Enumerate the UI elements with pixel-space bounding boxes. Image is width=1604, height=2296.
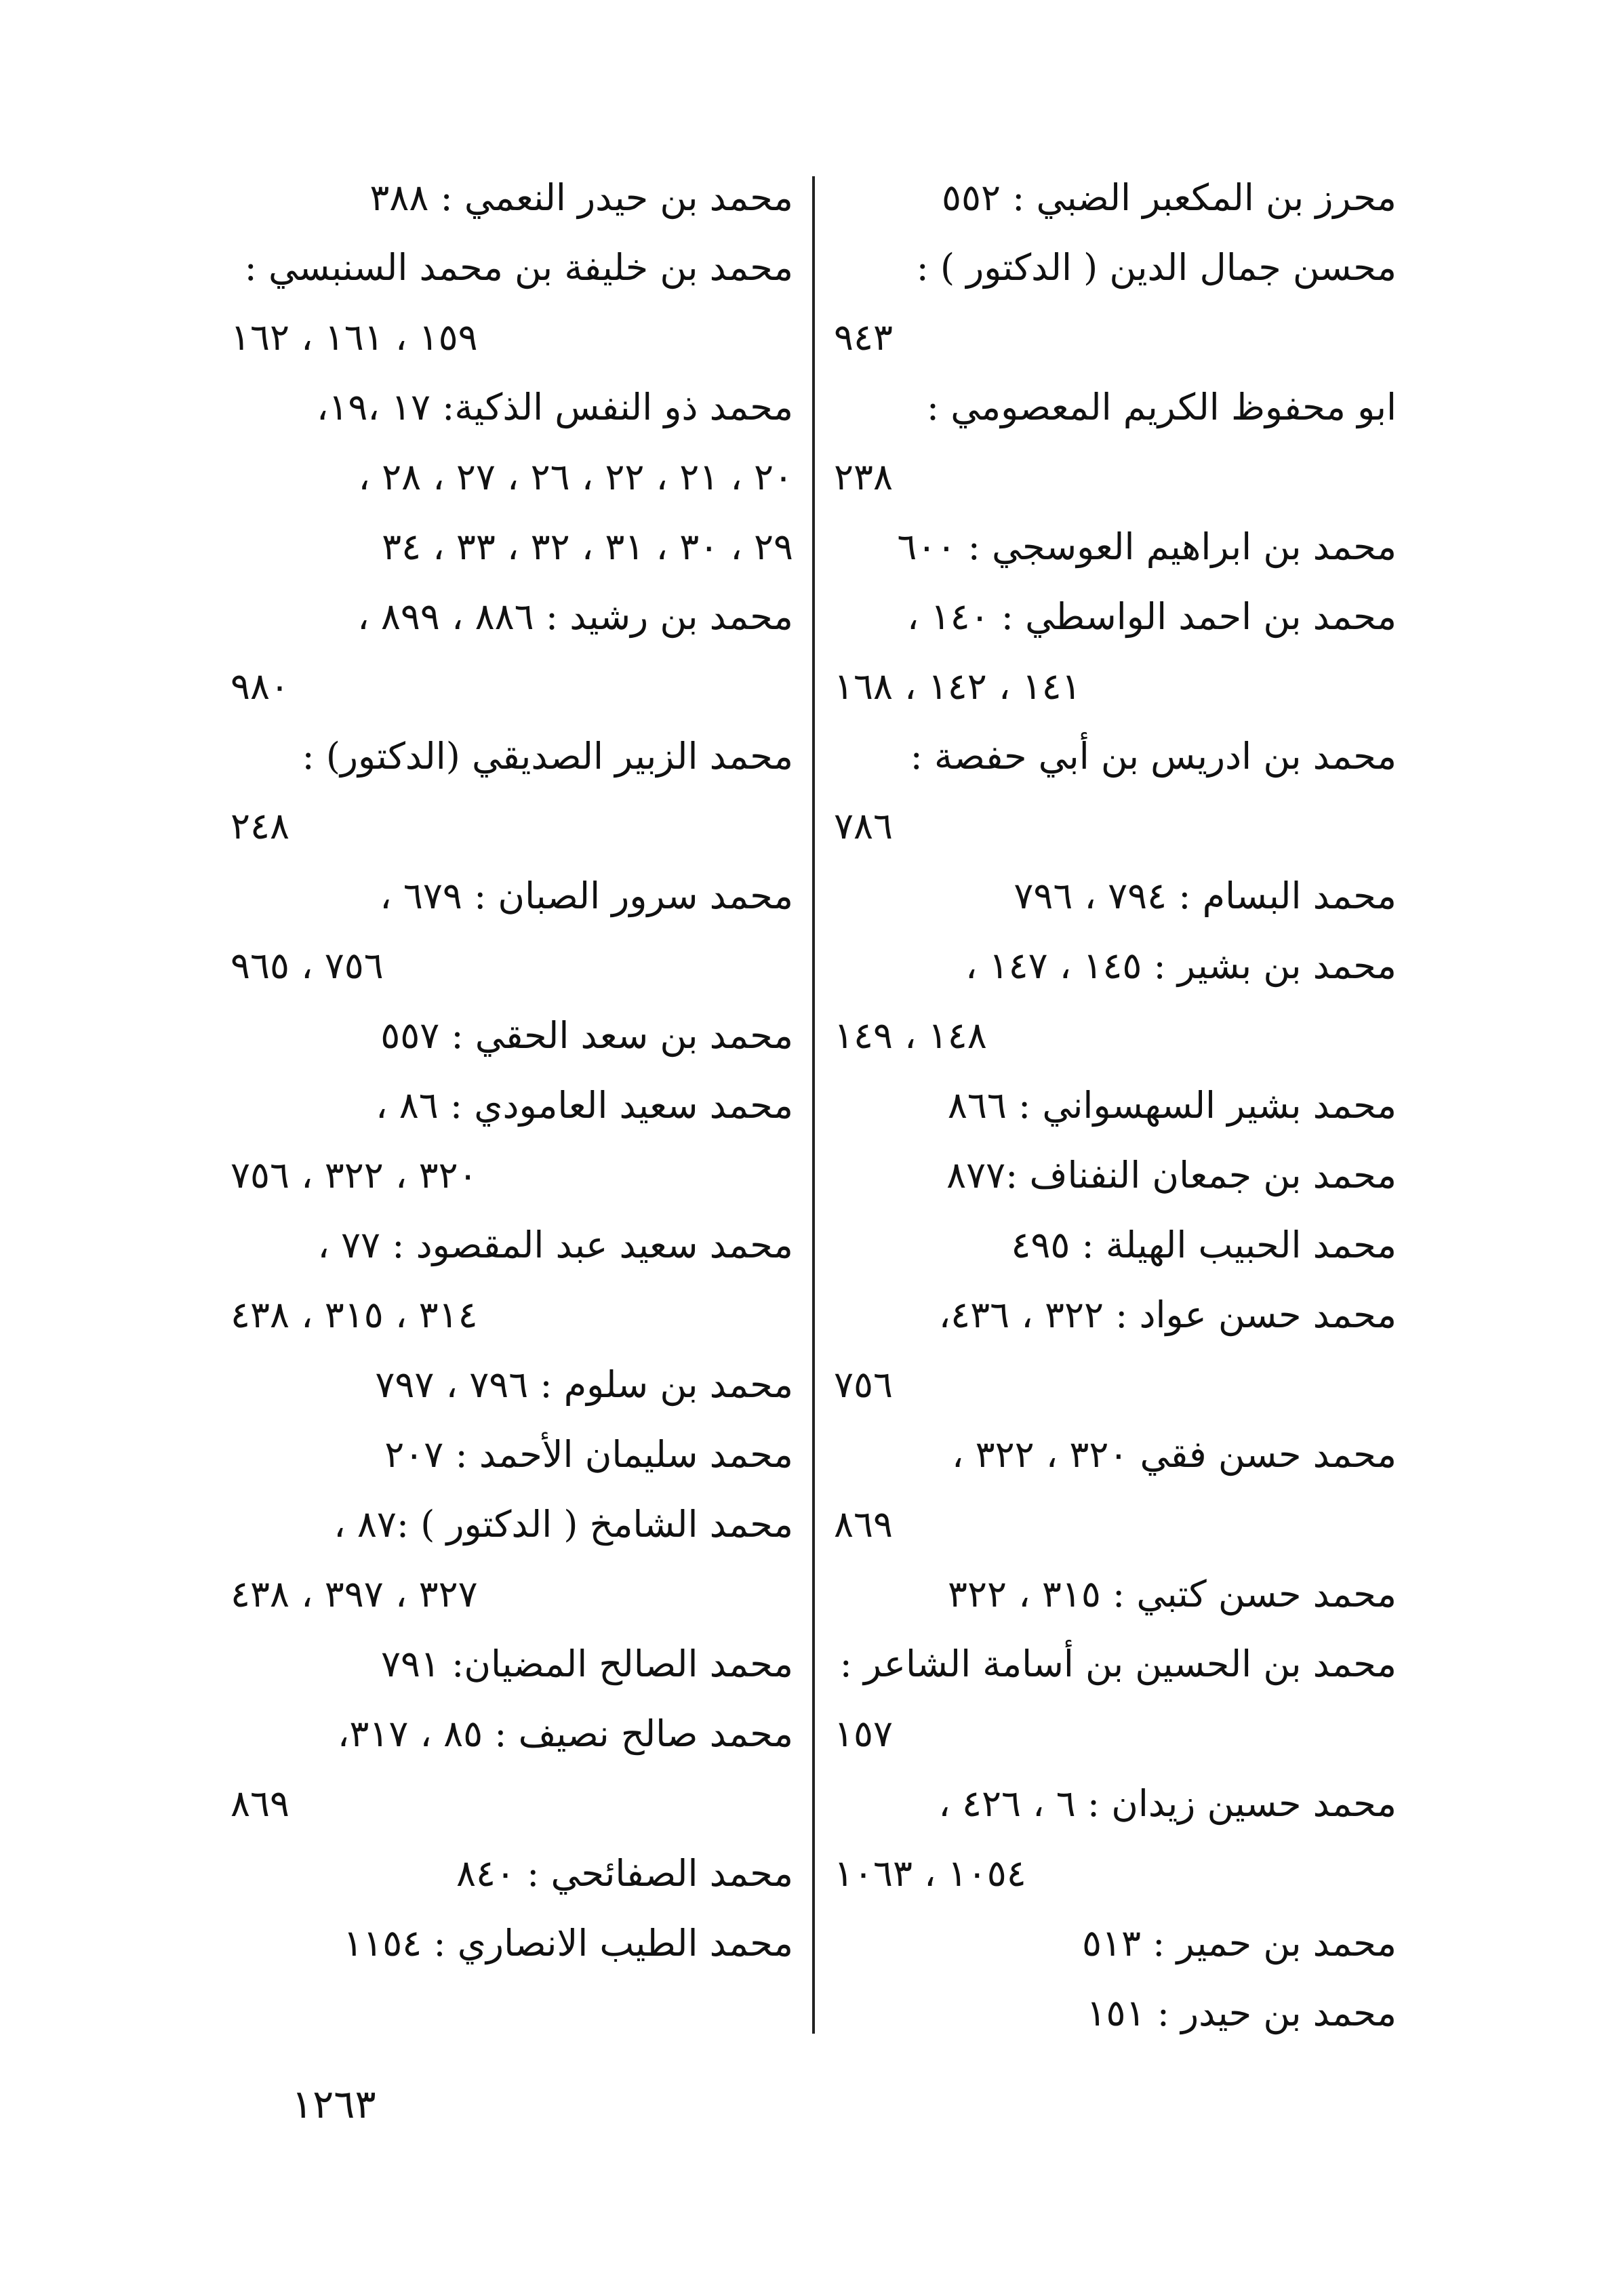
index-line: محمد الصالح المضيان: ٧٩١ <box>380 1643 793 1685</box>
index-line-continuation: ٨٦٩ <box>834 1503 894 1546</box>
index-line-continuation: ٧٥٦ <box>834 1363 894 1406</box>
index-line-continuation: ١٥٧ <box>834 1712 894 1755</box>
index-line: محمد بن رشيد : ٨٨٦ ، ٨٩٩ ، <box>357 595 793 638</box>
index-line: محمد بن حمير : ٥١٣ <box>1081 1922 1397 1965</box>
index-line-continuation: ١٤١ ، ١٤٢ ، ١٦٨ <box>834 665 1081 708</box>
index-line-continuation: ٧٨٦ <box>834 805 894 847</box>
index-line: محمد حسن عواد : ٣٢٢ ، ٤٣٦، <box>938 1293 1397 1336</box>
index-line: محمد سعيد عبد المقصود : ٧٧ ، <box>317 1224 793 1266</box>
index-line-continuation: ٨٦٩ <box>230 1782 290 1825</box>
index-line-continuation: ٩٨٠ <box>230 665 290 708</box>
index-line-continuation: ٣٢٧ ، ٣٩٧ ، ٤٣٨ <box>230 1573 478 1615</box>
index-line: محمد بن احمد الواسطي : ١٤٠ ، <box>907 595 1397 638</box>
index-line-continuation: ٧٥٦ ، ٩٦٥ <box>230 944 384 987</box>
index-line: محرز بن المكعبر الضبي : ٥٥٢ <box>941 176 1397 219</box>
index-line: محمد الشامخ ( الدكتور ) :٨٧ ، <box>334 1503 793 1546</box>
index-line: محمد بشير السهسواني : ٨٦٦ <box>947 1084 1397 1127</box>
index-line: محمد ذو النفس الذكية: ١٧ ،١٩، <box>316 386 793 428</box>
index-line: محسن جمال الدين ( الدكتور ) : <box>916 246 1397 289</box>
index-line: محمد البسام : ٧٩٤ ، ٧٩٦ <box>1014 874 1397 917</box>
index-line: محمد الصفائحي : ٨٤٠ <box>456 1852 793 1895</box>
index-line: محمد بن خليفة بن محمد السنبسي : <box>244 246 793 289</box>
index-line: محمد حسن فقي ٣٢٠ ، ٣٢٢ ، <box>951 1433 1397 1476</box>
index-line-continuation: ٣٢٠ ، ٣٢٢ ، ٧٥٦ <box>230 1154 478 1196</box>
index-line-continuation: ٣١٤ ، ٣١٥ ، ٤٣٨ <box>230 1293 478 1336</box>
index-line: محمد سليمان الأحمد : ٢٠٧ <box>384 1433 793 1476</box>
right-column <box>834 163 1397 2048</box>
index-line: محمد بن ادريس بن أبي حفصة : <box>910 735 1397 778</box>
index-line: محمد بن جمعان النفناف :٨٧٧ <box>946 1154 1397 1196</box>
index-line: محمد حسين زيدان : ٦ ، ٤٢٦ ، <box>938 1782 1397 1825</box>
page-number: ١٢٦٣ <box>292 2081 376 2127</box>
index-line-continuation: ٢٩ ، ٣٠ ، ٣١ ، ٣٢ ، ٣٣ ، ٣٤ <box>382 525 793 568</box>
index-line: محمد بن حيدر النعمي : ٣٨٨ <box>369 176 793 219</box>
index-line-continuation: ٢٠ ، ٢١ ، ٢٢ ، ٢٦ ، ٢٧ ، ٢٨ ، <box>358 456 793 498</box>
index-line-continuation: ٢٣٨ <box>834 456 894 498</box>
index-line: محمد بن سعد الحقي : ٥٥٧ <box>380 1014 793 1057</box>
index-line: محمد سرور الصبان : ٦٧٩ ، <box>380 874 793 917</box>
column-divider <box>812 176 815 2034</box>
index-line-continuation: ١٠٥٤ ، ١٠٦٣ <box>834 1852 1026 1895</box>
index-line-continuation: ٩٤٣ <box>834 316 894 359</box>
index-line-continuation: ١٤٨ ، ١٤٩ <box>834 1014 987 1057</box>
index-line: محمد الزبير الصديقي (الدكتور) : <box>302 735 793 778</box>
index-line: محمد سعيد العامودي : ٨٦ ، <box>376 1084 793 1127</box>
index-line: محمد بن بشير : ١٤٥ ، ١٤٧ ، <box>965 944 1397 987</box>
index-line: محمد بن حيدر : ١٥١ <box>1086 1992 1397 2034</box>
index-line: محمد الطيب الانصاري : ١١٥٤ <box>343 1922 793 1965</box>
index-line: محمد بن الحسين بن أسامة الشاعر : <box>839 1643 1397 1685</box>
index-line-continuation: ١٥٩ ، ١٦١ ، ١٦٢ <box>230 316 478 359</box>
index-line: محمد بن ابراهيم العوسجي : ٦٠٠ <box>897 525 1397 568</box>
left-column <box>230 163 793 1978</box>
index-line: محمد الحبيب الهيلة : ٤٩٥ <box>1011 1224 1397 1266</box>
index-line-continuation: ٢٤٨ <box>230 805 290 847</box>
index-line: محمد حسن كتبي : ٣١٥ ، ٣٢٢ <box>948 1573 1397 1615</box>
index-line: محمد بن سلوم : ٧٩٦ ، ٧٩٧ <box>375 1363 793 1406</box>
index-line: ابو محفوظ الكريم المعصومي : <box>926 386 1397 428</box>
index-line: محمد صالح نصيف : ٨٥ ، ٣١٧، <box>337 1712 793 1755</box>
